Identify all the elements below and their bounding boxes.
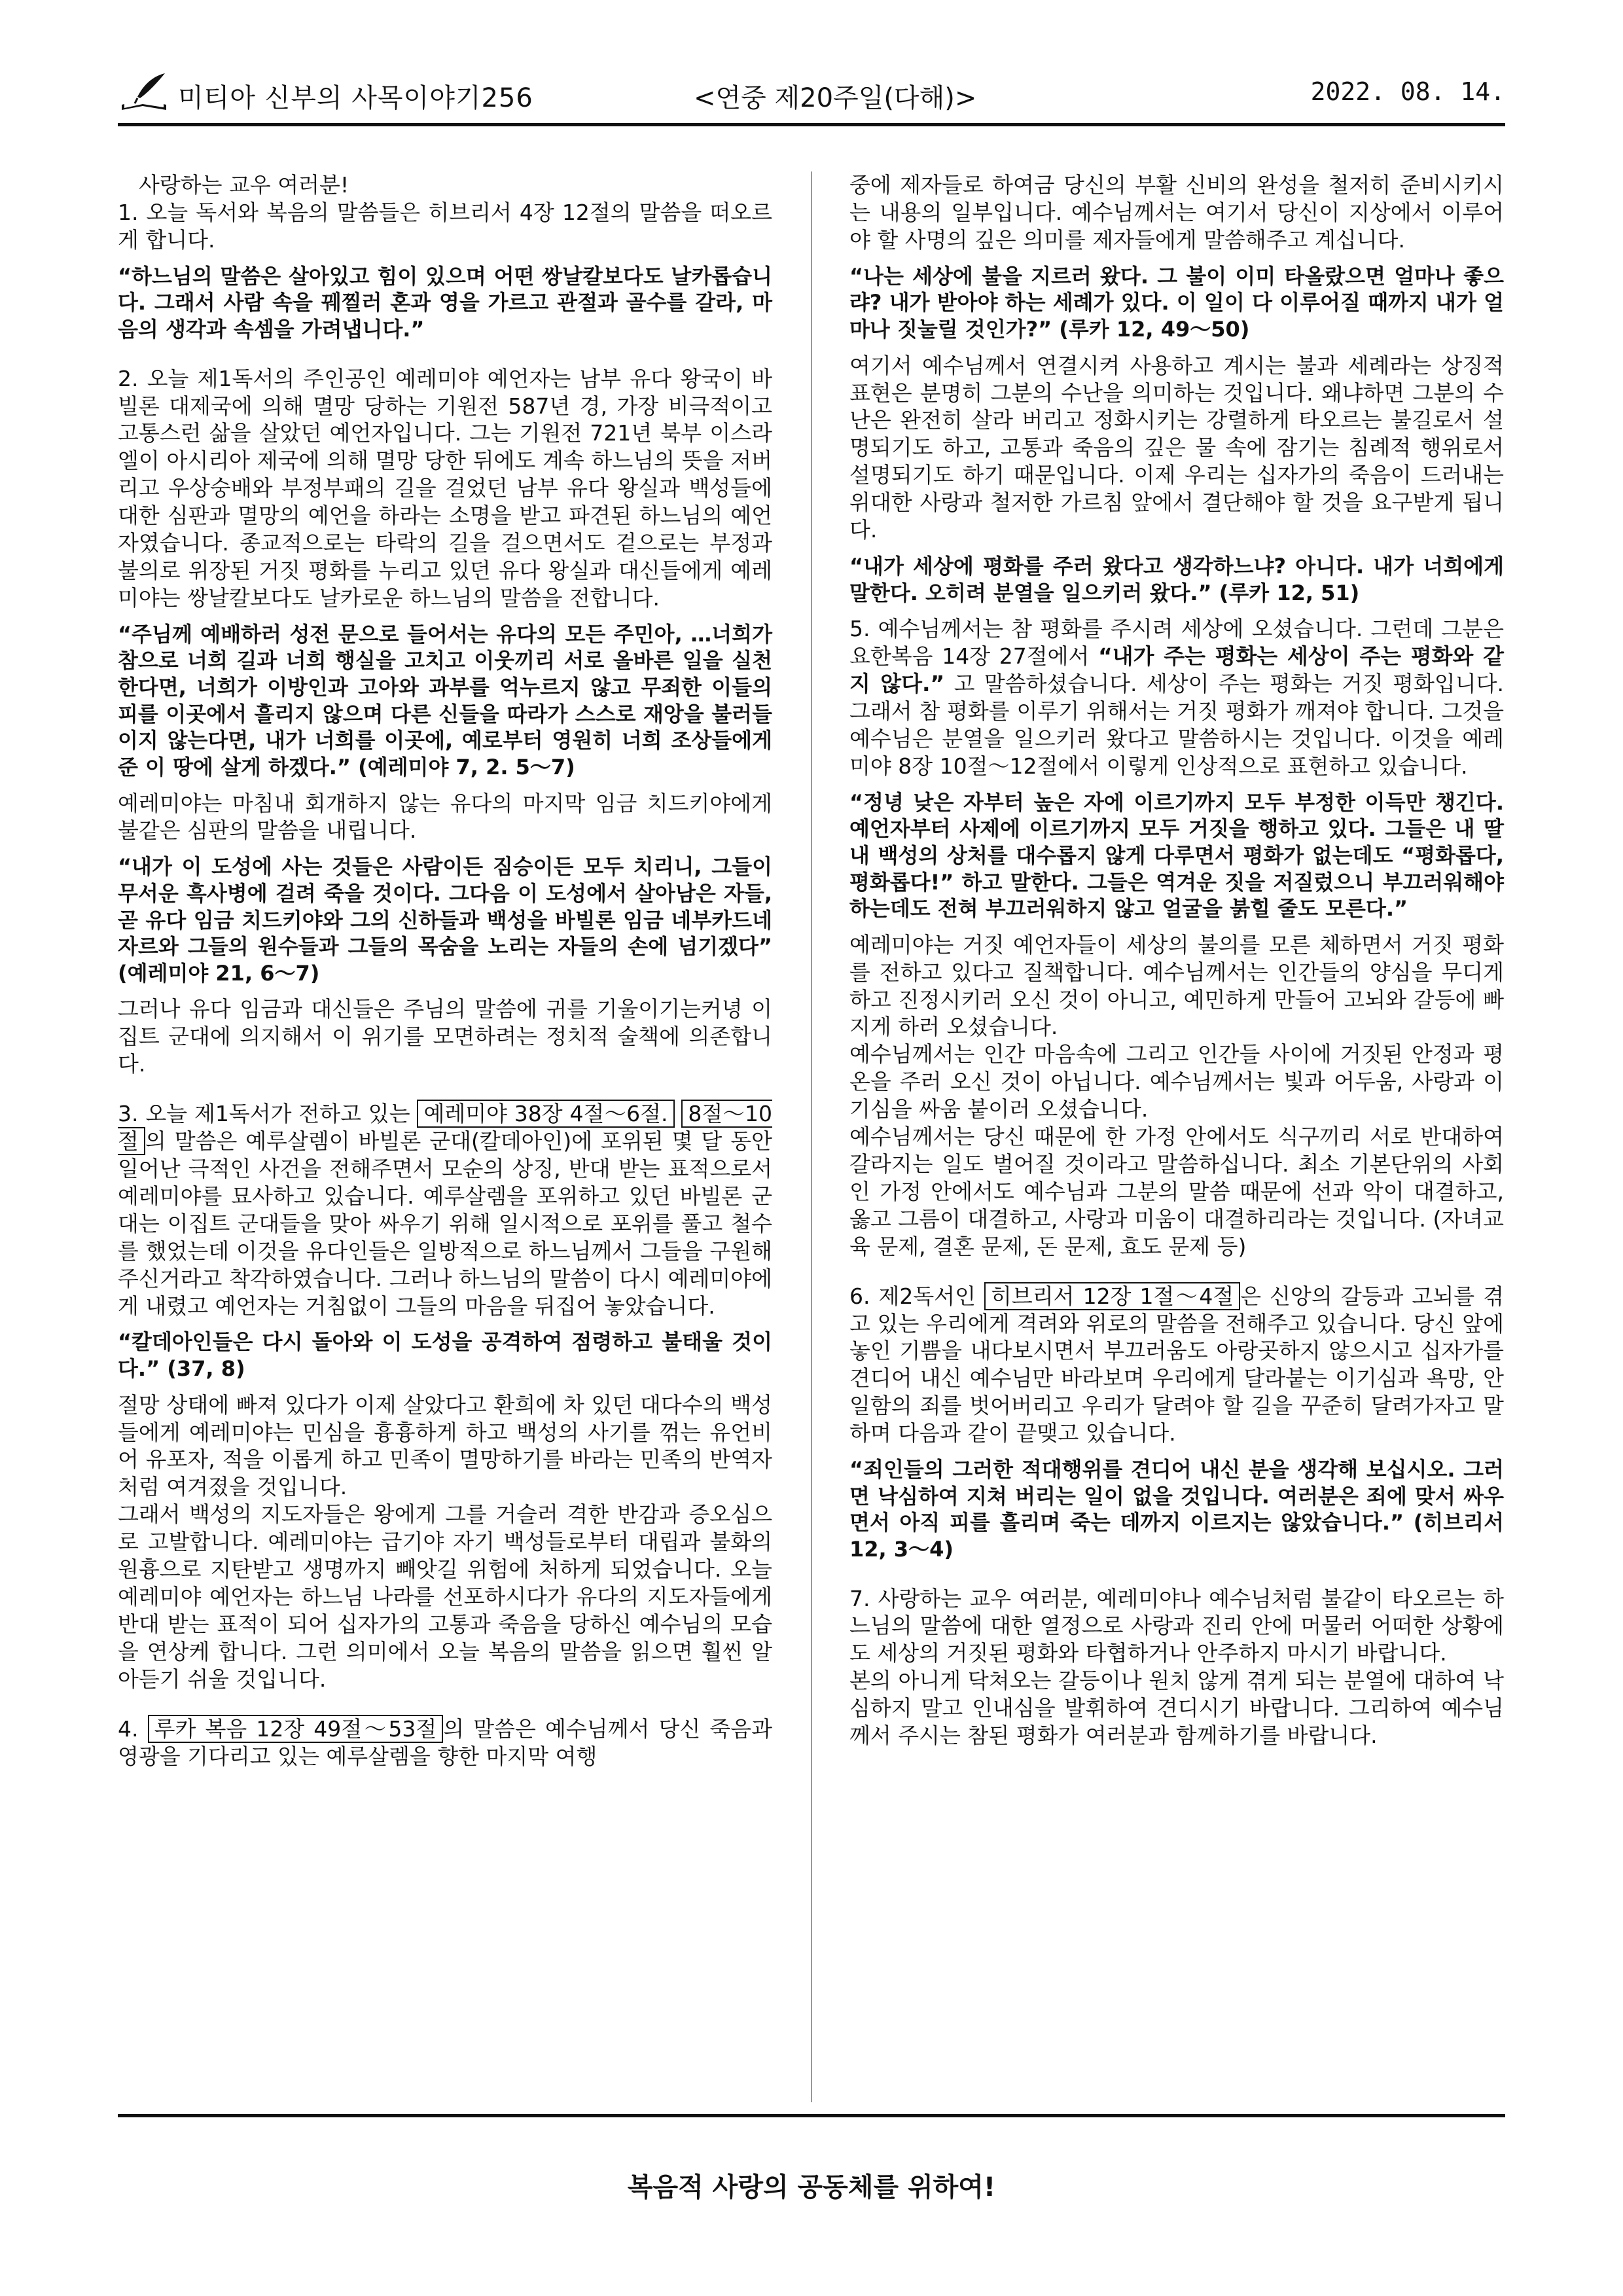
liturgical-day: <연중 제20주일(다해)>	[694, 83, 977, 113]
paragraph-7b: 본의 아니게 닥쳐오는 갈등이나 원치 않게 겪게 되는 분열에 대하여 낙심하지 말고 인내심을 발휘하여 견디시기 바랍니다. 그리하여 예수님께서 주시는 참된 평화가 여러분과 함께하기를 바랍니다.	[849, 1668, 1504, 1749]
paragraph-5-body: 고 말씀하셨습니다. 세상이 주는 평화는 거짓 평화입니다. 그래서 참 평화를 이루기 위해서는 거짓 평화가 깨져야 합니다. 그것을 예수님은 분열을 일으키러 왔다고 말씀하시는 것입니다. 이것을 예레미야 8장 10절～12절에서 이렇게 인상적으로 표현하고 있습니다.	[849, 671, 1504, 779]
paragraph-6	[849, 1283, 1504, 1447]
paragraph-3-lead: 3. 오늘 제1독서가 전하고 있는	[118, 1101, 410, 1127]
quote-hebrews-12: “죄인들의 그러한 적대행위를 견디어 내신 분을 생각해 보십시오. 그러면 낙심하여 지쳐 버리는 일이 없을 것입니다. 여러분은 죄에 맞서 싸우면서 아직 피를 흘리며 죽는 데까지 이르지는 않았습니다.” (히브리서 12, 3～4)	[849, 1457, 1504, 1562]
paragraph-7: 7. 사랑하는 교우 여러분, 예레미야나 예수님처럼 불같이 타오르는 하느님의 말씀에 대한 열정으로 사랑과 진리 안에 머물러 어떠한 상황에도 세상의 거짓된 평화와 타협하거나 안주하지 마시기 바랍니다.	[849, 1585, 1504, 1666]
quote-jeremiah-8: “정녕 낮은 자부터 높은 자에 이르기까지 모두 부정한 이득만 챙긴다. 예언자부터 사제에 이르기까지 모두 거짓을 행하고 있다. 그들은 내 딸 내 백성의 상처를 대수롭지 않게 다루면서 평화가 없는데도 “평화롭다, 평화롭다!” 하고 말한다. 그들은 역겨운 짓을 저질렀으니 부끄러워해야 하는데도 전혀 부끄러워하지 않고 얼굴을 붉힐 줄도 모른다.”	[849, 789, 1504, 922]
paragraph-4-cont: 중에 제자들로 하여금 당신의 부활 신비의 완성을 철저히 준비시키시는 내용의 일부입니다. 예수님께서는 여기서 당신이 지상에서 이루어야 할 사명의 깊은 의미를 제자들에게 말씀해주고 계십니다.	[849, 172, 1504, 253]
book-quill-icon	[118, 71, 170, 117]
paragraph-5c: 예수님께서는 인간 마음속에 그리고 인간들 사이에 거짓된 안정과 평온을 주러 오신 것이 아닙니다. 예수님께서는 빛과 어두움, 사랑과 이기심을 싸움 붙이러 오셨습니다.	[849, 1041, 1504, 1122]
bulletin-date: 2022. 08. 14.	[1310, 77, 1505, 106]
quote-jeremiah-37: “칼데아인들은 다시 돌아와 이 도성을 공격하여 점령하고 불태울 것이다.” (37, 8)	[118, 1329, 772, 1382]
paragraph-3c: 그래서 백성의 지도자들은 왕에게 그를 거슬러 격한 반감과 증오심으로 고발합니다. 예레미야는 급기야 자기 백성들로부터 대립과 불화의 원흉으로 지탄받고 생명까지 빼앗길 위험에 처하게 되었습니다. 오늘 예레미야 예언자는 하느님 나라를 선포하시다가 유다의 지도자들에게 반대 받는 표적이 되어 십자가의 고통과 죽음을 당하신 예수님의 모습을 연상케 합니다. 그런 의미에서 오늘 복음의 말씀을 읽으면 훨씬 알아듣기 쉬울 것입니다.	[118, 1501, 772, 1692]
quote-jeremiah-21: “내가 이 도성에 사는 것들은 사람이든 짐승이든 모두 치리니, 그들이 무서운 흑사병에 걸려 죽을 것이다. 그다음 이 도성에서 살아남은 자들, 곧 유다 임금 치드키야와 그의 신하들과 백성을 바빌론 임금 네부카드네자르와 그들의 원수들과 그들의 목숨을 노리는 자들의 손에 넘기겠다” (예레미야 21, 6～7)	[118, 854, 772, 986]
greeting: 사랑하는 교우 여러분!	[139, 172, 349, 198]
page-header	[118, 65, 1505, 137]
left-column	[118, 171, 772, 1770]
gospel-ref-box: 루카 복음 12장 49절～53절	[148, 1715, 444, 1743]
paragraph-3	[118, 1100, 772, 1319]
footer-rule	[118, 2114, 1505, 2117]
paragraph-3-body: 의 말씀은 예루살렘이 바빌론 군대(칼데아인)에 포위된 몇 달 동안 일어난 극적인 사건을 전해주면서 모순의 상징, 반대 받는 표적으로서 예레미야를 묘사하고 있습니다. 예루살렘을 포위하고 있던 바빌론 군대는 이집트 군대들을 맞아 싸우기 위해 일시적으로 포위를 풀고 철수를 했었는데 이것을 유다인들은 일방적으로 하느님께서 그들을 구원해 주신거라고 착각하였습니다. 그러나 하느님의 말씀이 다시 예레미야에게 내렸고 예언자는 거침없이 그들의 마음을 뒤집어 놓았습니다.	[118, 1128, 772, 1319]
paragraph-3b: 절망 상태에 빠져 있다가 이제 살았다고 환희에 차 있던 대다수의 백성들에게 예레미야는 민심을 흉흉하게 하고 백성의 사기를 꺾는 유언비어 유포자, 적을 이롭게 하고 민족이 멸망하기를 바라는 민족의 반역자처럼 여겨졌을 것입니다.	[118, 1391, 772, 1500]
paragraph-6-body: 은 신앙의 갈등과 고뇌를 겪고 있는 우리에게 격려와 위로의 말씀을 전해주고 있습니다. 당신 앞에 놓인 기쁨을 내다보시면서 부끄러움도 아랑곳하지 않으시고 십자가를 견디어 내신 예수님만 바라보며 우리에게 달라붙는 이기심과 욕망, 안일함의 죄를 벗어버리고 우리가 달려야 할 길을 꾸준히 달려가자고 말하며 다음과 같이 끝맺고 있습니다.	[849, 1283, 1505, 1446]
second-reading-ref-box: 히브리서 12장 1절～4절	[984, 1282, 1240, 1310]
quote-hebrews-4-12: “하느님의 말씀은 살아있고 힘이 있으며 어떤 쌍날칼보다도 날카롭습니다. 그래서 사람 속을 꿰찔러 혼과 영을 가르고 관절과 골수를 갈라, 마음의 생각과 속셈을 가려냅니다.”	[118, 263, 772, 342]
paragraph-4	[118, 1715, 772, 1770]
paragraph-2b: 예레미야는 마침내 회개하지 않는 유다의 마지막 임금 치드키야에게 불같은 심판의 말씀을 내립니다.	[118, 790, 772, 844]
footer-motto: 복음적 사랑의 공동체를 위하여!	[627, 2172, 996, 2202]
paragraph-4-body: 의 말씀은 예수님께서 당신 죽음과 영광을 기다리고 있는 예루살렘을 향한 마지막 여행	[118, 1715, 772, 1769]
paragraph-5d: 예수님께서는 당신 때문에 한 가정 안에서도 식구끼리 서로 반대하여 갈라지는 일도 벌어질 것이라고 말씀하십니다. 최소 기본단위의 사회인 가정 안에서도 예수님과 그분의 말씀 때문에 선과 악이 대결하고, 옳고 그름이 대결하고, 사랑과 미움이 대결하리라는 것입니다. (자녀교육 문제, 결혼 문제, 돈 문제, 효도 문제 등)	[849, 1124, 1504, 1259]
reading-ref-box: 예레미야 38장 4절～6절.	[417, 1100, 674, 1128]
paragraph-1: 1. 오늘 독서와 복음의 말씀들은 히브리서 4장 12절의 말씀을 떠오르게 합니다.	[118, 199, 772, 253]
paragraph-5b: 예레미야는 거짓 예언자들이 세상의 불의를 모른 체하면서 거짓 평화를 전하고 있다고 질책합니다. 예수님께서는 인간들의 양심을 무디게 하고 진정시키러 오신 것이 아니고, 예민하게 만들어 고뇌와 갈등에 빠지게 하러 오셨습니다.	[849, 931, 1504, 1040]
reading-ref-box-2: 8절～10절	[118, 1101, 772, 1155]
quote-luke-12-49: “나는 세상에 불을 지르러 왔다. 그 불이 이미 타올랐으면 얼마나 좋으랴? 내가 받아야 하는 세례가 있다. 이 일이 다 이루어질 때까지 내가 얼마나 짓눌릴 것인가?” (루카 12, 49～50)	[849, 263, 1504, 342]
right-column	[849, 171, 1504, 1749]
quote-luke-12-51: “내가 세상에 평화를 주러 왔다고 생각하느냐? 아니다. 내가 너희에게 말한다. 오히려 분열을 일으키러 왔다.” (루카 12, 51)	[849, 553, 1504, 605]
paragraph-6-lead: 6. 제2독서인	[849, 1283, 976, 1309]
bulletin-title: 미티아 신부의 사목이야기256	[178, 83, 533, 113]
paragraph-4b: 여기서 예수님께서 연결시켜 사용하고 계시는 불과 세례라는 상징적 표현은 분명히 그분의 수난을 의미하는 것입니다. 왜냐하면 그분의 수난은 완전히 살라 버리고 정화시키는 강렬하게 타오르는 불길로서 설명되기도 하고, 고통과 죽음의 깊은 물 속에 잠기는 침례적 행위로서 설명되기도 하기 때문입니다. 이제 우리는 십자가의 죽음이 드러내는 위대한 사랑과 철저한 가르침 앞에서 결단해야 할 것을 요구받게 됩니다.	[849, 352, 1504, 543]
paragraph-2: 2. 오늘 제1독서의 주인공인 예레미야 예언자는 남부 유다 왕국이 바빌론 대제국에 의해 멸망 당하는 기원전 587년 경, 가장 비극적이고 고통스런 삶을 살았던 예언자입니다. 그는 기원전 721년 북부 이스라엘이 아시리아 제국에 의해 멸망 당한 뒤에도 계속 하느님의 뜻을 저버리고 우상숭배와 부정부패의 길을 걸었던 남부 유다 왕실과 백성들에 대한 심판과 멸망의 예언을 하라는 소명을 받고 파견된 하느님의 예언자였습니다. 종교적으로는 타락의 길을 걸으면서도 겉으로는 부정과 불의로 위장된 거짓 평화를 누리고 있던 유다 왕실과 대신들에게 예레미야는 쌍날칼보다도 날카로운 하느님의 말씀을 전합니다.	[118, 365, 772, 611]
paragraph-4-lead: 4.	[118, 1715, 139, 1742]
paragraph-5-lead: 5. 예수님께서는 참 평화를 주시려 세상에 오셨습니다. 그런데 그분은 요한복음 14장 27절에서	[849, 616, 1504, 670]
header-rule	[118, 123, 1505, 126]
column-divider	[811, 171, 812, 2102]
paragraph-5-quote: “내가 주는 평화는 세상이 주는 평화와 같지 않다.”	[849, 643, 1504, 696]
paragraph-5	[849, 615, 1504, 780]
paragraph-2c: 그러나 유다 임금과 대신들은 주님의 말씀에 귀를 기울이기는커녕 이집트 군대에 의지해서 이 위기를 모면하려는 정치적 술책에 의존합니다.	[118, 996, 772, 1077]
quote-jeremiah-7: “주님께 예배하러 성전 문으로 들어서는 유다의 모든 주민아, …너희가 참으로 너희 길과 너희 행실을 고치고 이웃끼리 서로 올바른 일을 실천한다면, 너희가 이방인과 고아와 과부를 억누르지 않고 무죄한 이들의 피를 이곳에서 흘리지 않으며 다른 신들을 따라가 스스로 재앙을 불러들이지 않는다면, 내가 너희를 이곳에, 예로부터 영원히 너희 조상들에게 준 이 땅에 살게 하겠다.” (예레미야 7, 2. 5～7)	[118, 621, 772, 780]
